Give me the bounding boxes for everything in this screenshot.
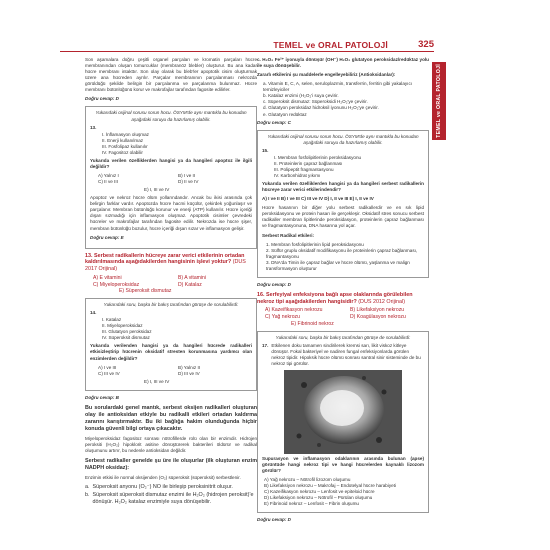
- question-item: I. Katalaz: [102, 317, 122, 323]
- question-source: (DUS 2012 Orijinal): [358, 298, 405, 305]
- bullet-marker-b: b.: [85, 491, 90, 498]
- option-c[interactable]: C) Miyeloperoksidaz: [93, 281, 140, 288]
- explanation-text: Apoptoz ve nekroz hücre ölüm yollarındandır. Ancak bu ikisi arasında çok belirgin farklar vardır. Apoptozda hücre hacmi küçülür, çekirdek yoğunlaşır ve parçalanır. Membran bütünlüğü korunur ve enerji (ATP) kullanılır. Hücre içeriği dışarı sızmadığı için inflamasyon oluşmaz. Apoptotik cisimler çevredeki hücreler ve makrofajlar tarafından fagosite edilir. Nekrozda ise hücre şişer, membran bütünlüğü bozulur, hücre içeriği dışarı sızar ve inflamasyon gelişir.: [90, 195, 252, 231]
- bullet-item: [85, 484, 257, 491]
- option-b[interactable]: B) Likefaksiyon nekrozu: [350, 307, 405, 314]
- antioxidant-item: b. Katalaz enzimi (H₂O₂'i suya çevirir.: [263, 93, 339, 99]
- option-e[interactable]: E) I, III ve IV: [144, 187, 170, 193]
- question-item: II. Miyeloperoksidaz: [102, 323, 143, 329]
- answer-label: Doğru cevap: B: [85, 394, 119, 400]
- question-number: 14.: [90, 310, 97, 316]
- question-items: [274, 155, 424, 179]
- question-number: 15.: [262, 147, 269, 153]
- question-text: Serfeyiyal enfeksiyona bağlı apse olaklarında görülebilen nekroz tipi aşağıdakilerden hangisidir?: [257, 291, 413, 305]
- question-intro: Yukarıdaki orijinal sorusu sorun hocu. ÖSYM'de aynı mantıkla bu konudan aşağıdaki soruyu da hazırlamış olabilir.: [267, 133, 419, 145]
- option-c[interactable]: C) III ve IV: [98, 370, 120, 376]
- antioxidant-item: d. Glutatyon peroksidaz hidroksil iyonunu H₂O₂'ye çevirir.: [263, 105, 379, 111]
- question-item: III. Glutatyon peroksidaz: [102, 329, 152, 335]
- option-d[interactable]: D) II ve IV: [178, 179, 199, 185]
- answer-label: Doğru cevap: D: [85, 96, 119, 102]
- question-intro: Yukarıdaki soru, başka bir bakış tarafından görüşe de sorulabilirdi:: [103, 302, 239, 308]
- antioxidant-list: [263, 81, 429, 117]
- option-d[interactable]: D) Likefaksiyon nekrozu – Nötrofil – Pürülan oluşumu: [264, 495, 373, 501]
- effects-list: [266, 242, 424, 272]
- question-intro: Yukarıdaki soru, başka bir bakış tarafından görüşe de sorulabilirdi:: [275, 334, 411, 340]
- page-header: [60, 38, 434, 54]
- header-title: TEMEL ve ORAL PATOLOJİ: [273, 40, 388, 50]
- page-number: 325: [418, 39, 434, 50]
- option-a[interactable]: A) I ve III: [98, 364, 117, 370]
- option-d[interactable]: D) Koagülasyon nekrozu: [350, 314, 406, 321]
- question-box-14: [85, 298, 257, 391]
- explanation-text: Hücre hasarının bir diğer yolu serbest radikallerdir ve en sık lipid peroksidasyonu ve protein hasarı ile gerçekleşir. Oksidatif stres sonucu serbest radikaller membran lipitlerinde peroksidasyon, proteinlerin çapraz bağlanması ve fragmantasyonuna, DNA hasarına yol açar.: [262, 205, 424, 229]
- option-b[interactable]: B) Yalnız II: [178, 364, 201, 370]
- left-column: [85, 57, 257, 507]
- option-a[interactable]: A) E vitamini: [93, 274, 122, 281]
- intro-paragraph: Son aşamalara doğru çeşitli organel parçaları ve kromatin parçaları hücre membranından oluşan tomurcuklar (membranöz blebler) oluşturur. Bu ana kadar hücre membranı intakttır. Son olay olarak bu bleb'ler apoptotik cisim oluşturmak üzere ana hücreden ayrılır. Parçalar membranının parçalanması nekrozda görüldüğü şekilde belirgin bir parçalanma ve parçalanma bulunmaz. Hücre membranı bütünlüğünü korur ve makrofajlar tarafından fagosite edilirler.: [85, 57, 257, 93]
- answer-label: Doğru cevap: C: [257, 119, 291, 125]
- question-number: 17.: [262, 342, 269, 348]
- bullet-marker-a: a.: [85, 483, 90, 490]
- option-d[interactable]: D) Katalaz: [178, 281, 202, 288]
- histology-micrograph: [284, 370, 402, 454]
- answer-label: Doğru cevap: E: [90, 234, 124, 240]
- question-item: I. Membran fosfolipitlerinin peroksidasyonu: [274, 154, 362, 160]
- question-13-title: [85, 253, 257, 273]
- option-c[interactable]: C) Kazeifikasyon nekrozu – Lenfosit ve epiteloid hücre: [264, 489, 375, 495]
- question-text: Serbest radikallerin hücreye zarar verici etkilerinin ortadan kaldırılmasında aşağıdakilerden hangisinin işlevi yoktur?: [85, 252, 245, 266]
- question-source: (DUS 2017 Orijinal): [85, 259, 246, 273]
- option-b[interactable]: B) I ve II: [178, 173, 196, 178]
- antioxidant-item: e. Glutatyon redüktaz: [263, 111, 307, 117]
- antioxidant-item: c. Süperoksit dismutaz: Süperoksidi H₂O₂'ye çevirir.: [263, 99, 368, 105]
- question-text: Yukarıda verilen özelliklerden hangisi ya da hangileri apoptoz ile ilgili değildir?: [90, 157, 252, 169]
- antioxidant-item: a. Vitamin E, C, A, selen, seruloplazmin, transferrin, ferritin gibi yakalayıcı temizleyiciler: [263, 81, 413, 93]
- question-16-title: [257, 292, 429, 306]
- question-options-list: [264, 477, 424, 507]
- question-options: [98, 173, 252, 185]
- question-text: Etkilenen doku tamamen sindirilerek kremsi sarı, likit viskoz kitleye dönüşür. Fokal bakteriyel ve nadiren fungal enfeksiyonlarda görülen nekroz tipidir. Hipoksik hücre ölümü sonrası santral sinir sisteminde de bu nekroz tipi görülür.: [271, 342, 421, 366]
- option-c[interactable]: C) Yağ nekrozu: [265, 314, 300, 321]
- right-column: [257, 57, 429, 527]
- question-box-15: [257, 130, 429, 278]
- option-e[interactable]: E) Süperoksit dismutaz: [119, 288, 172, 295]
- question-text: Yukarıda verilen özelliklerden hangisi ya da hangileri serbest radikallerin hücreye zarar verici etkilerindendir?: [262, 181, 424, 193]
- bullet-item: [85, 492, 257, 506]
- side-tab-label: TEMEL ve ORAL PATOLOJİ: [436, 64, 442, 138]
- question-intro: Yukarıdaki orijinal sorusu sorun hocu. ÖSYM'de aynı mantıkla bu konudan aşağıdaki soruyu da hazırlamış olabilir.: [95, 110, 247, 122]
- bullet-text: Süperoksit anyonu (O₂⁻) NO ile birleşip peroksinitrit oluşur.: [92, 483, 233, 490]
- question-item: III. Fosfolipaz kullanılır: [102, 143, 148, 149]
- antioxidant-subhead: Zararlı etkilerini şu maddelerle engelleyebiliriz (Antioksidanlar):: [257, 72, 396, 78]
- question-options-inline[interactable]: A) I ve II B) I ve III C) III ve IV D) I, II ve III E) I, II ve IV: [262, 196, 374, 202]
- option-a[interactable]: A) Yalnız I: [98, 173, 119, 178]
- question-box-13: [85, 106, 257, 248]
- image-caption: Supurasyon ve inflamasyon odaklarının arasında bulunan (apse) görüntüde hangi nekroz tipi ve hangi hücrelerden kaynaklı lizozom görülür?: [262, 455, 424, 474]
- bullet-text: Süperoksit süperoksit dismutaz enzimi ile H₂O₂ (hidrojen peroksit)'e dönüşür. H₂O₂ katalaz enzimiyle suya dönüşebilir.: [92, 491, 254, 506]
- option-e[interactable]: E) Fibrinoid nekroz: [291, 320, 334, 327]
- effect-item: 3. DNA'da Timin ile çapraz bağlar ve hücre ölümü, yaşlanma ve malign transformasyon oluşturur: [266, 259, 410, 271]
- option-b[interactable]: B) Likefaksiyon nekrozu – Makrofaj – Endotelyal hücre harabiyeti: [264, 483, 397, 489]
- effect-item: 2. Sülfür gruplu oksidatif modifikasyonu ile proteinlerin çapraz bağlanması, fragmantasyonu: [266, 247, 418, 259]
- question-options-last: [98, 379, 252, 385]
- bullet-c-text: c. H₂O₂ Fe²⁺ iyonuyla dönüşür (OH⁻) H₂O₂ glutatyon peroksidaz/redüktaz yolu ile suya dönüşebilir.: [257, 57, 429, 69]
- question-item: II. Enerji kullanılmaz: [102, 137, 144, 143]
- question-items: [102, 132, 252, 156]
- question-number: 13.: [85, 252, 93, 259]
- question-options-red: [265, 307, 429, 327]
- question-item: III. Polipeptit fragmantasyonu: [274, 166, 334, 172]
- question-number: 16.: [257, 291, 265, 298]
- question-text: Yukarıda verilenden hangisi ya da hangileri hücrede radikalleri etkisizleştirip hücrenin oksidatif stresten korunmasına yardımcı olan enzimlerden değildir?: [90, 343, 252, 361]
- effects-title: Serbest Radikal etkileri:: [262, 232, 315, 238]
- answer-label: Doğru cevap: D: [257, 281, 291, 287]
- option-b[interactable]: B) A vitamini: [178, 274, 207, 281]
- question-number: 13.: [90, 124, 97, 130]
- question-item: IV. Fagositoz olabilir: [102, 149, 143, 155]
- option-a[interactable]: A) Kazeifikasyon nekrozu: [265, 307, 323, 314]
- question-box-17: [257, 331, 429, 514]
- effect-item: 1. Membran fosfolipitlerinin lipid peroksidasyonu: [266, 241, 364, 247]
- option-e[interactable]: E) Fibrinoid nekroz – Lenfosit – Fibrin oluşumu: [264, 501, 359, 507]
- radicals-text: Enzimin etkisi ile normal oksijenden (O₂) süperoksit (süperoksit) serbestlenir.: [85, 474, 241, 480]
- option-e[interactable]: E) I, III ve IV: [144, 378, 170, 384]
- myeloperoxidase-paragraph: Miyeloperoksidaz fagositoz sonrası nötrofillerde rolü olan bir enzimdir. Hidrojen peroksiti (H₂O₂) hipoklorit asitine dönüştürerek bakterileri öldürür ve radikal oluşumunu artırır, bu nedenle antioksidan değildir.: [85, 436, 257, 454]
- chapter-side-tab: [432, 62, 446, 140]
- question-item: IV. Süperoksit dismutaz: [102, 335, 150, 341]
- question-items: [102, 317, 252, 341]
- question-item: II. Proteinlerin çapraz bağlanması: [274, 160, 343, 166]
- question-options-last: [98, 187, 252, 193]
- header-rule: [60, 51, 434, 52]
- option-d[interactable]: D) III ve IV: [178, 370, 200, 376]
- summary-paragraph: Bu sorulardaki genel mantık, serbest oksijen radikalleri oluşturan olay ile antioksidan etkiyle bu radikalli etkileri ortadan kaldırma zararını karıştırmaktır. Bu iki bağlığa hakim olunduğunda hiçbir konuda güvenli bilgi ortaya çıkacaktır.: [85, 404, 257, 433]
- question-item: I. İnflamasyon oluşmaz: [102, 131, 149, 137]
- micrograph-image: [284, 370, 402, 454]
- question-options-red: [93, 275, 257, 295]
- answer-label: Doğru cevap: D: [257, 517, 291, 523]
- radicals-title: Serbest radikaller genelde şu üre ile oluşurlar (ilk oluşturan enzim NADPH oksidaz):: [85, 457, 257, 471]
- question-options: [98, 365, 252, 377]
- question-item: IV. Karbonhidrat yıkımı: [274, 173, 321, 178]
- option-c[interactable]: C) II ve III: [98, 179, 118, 185]
- option-a[interactable]: A) Yağ nekrozu – Nötrofil lizozom oluşumu: [264, 477, 351, 483]
